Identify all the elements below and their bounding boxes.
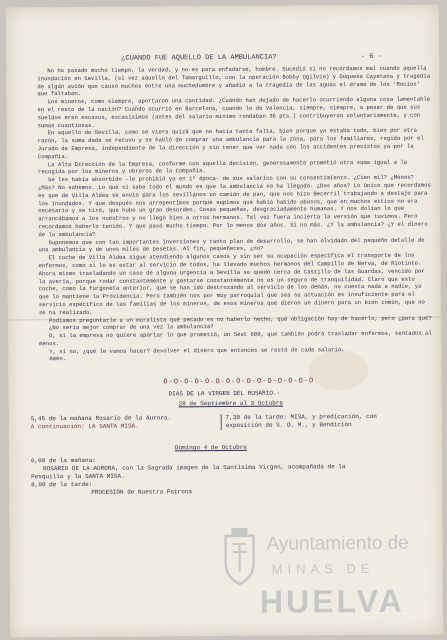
article-body xyxy=(37,65,434,364)
sunday-rosary: ROSARIO DE LA AURORA, con la Sagrada imagen de la Santísima Virgen, acompañada de la xyxy=(43,463,346,473)
sunday-morning-time: 6,00 de la mañana: xyxy=(30,456,96,465)
watermark-line1: Ayuntamiento de xyxy=(266,532,409,555)
paragraph: La Alta Dirección de la Empresa, conforme con aquella decisión, generosamente prometió otra suma igual a la recogida por los mineros y obreros de la Compañía. xyxy=(37,158,408,176)
section-separator: O-O-O-O-O-O-O-O-O-O-O-O-O-O-O xyxy=(163,377,315,387)
paragraph: Amén. xyxy=(49,355,67,363)
paragraph: No ha pasado mucho tiempo, la verdad, y no es para enfadarse, hombre. Sucedió si no recordamos mal cuando aquella inundación en Sevilla, (si vez aquello del Tamarguillo, con la operación Bobby Ogilvie) y Duquesa Cayetana y tragedia de algún avión que causó muchos entre una muchedumbre y añadió a la tragedia de las aguas el drama de los 'Rocíos' que faltaban. xyxy=(37,64,431,98)
paragraph: Suponemos que con tan importantes inversiones y tanto plan de desarrollo, se han olvidado del pequeño detalle de una ambulancia y de unos miles de pesetas. Al fin, pequeñeces, ¿no? xyxy=(38,236,425,254)
paragraph: O, si la empresa no quiere aportar lo que prometió, un Seat 600, que también podrá trasladar enfermos, sentados al menos. xyxy=(39,329,432,348)
archive-watermark xyxy=(219,504,443,636)
program-sunday: Domingo 4 de Octubre xyxy=(174,443,247,452)
document-page xyxy=(6,4,443,637)
article-title: ¿CUANDO FUE AQUELLO DE LA AMBULANCIA? xyxy=(121,53,277,63)
watermark-line3: HUELVA xyxy=(259,582,405,620)
paragraph: En aquello de Sevilla, como se viera quizá que no hacía tanta falta, bien porque ya estaba todo, bien por otra razón, la suma dada se retuvo y se habló de comprar una ambulancia para la zona, para los familiares, regida por el Jurado de Empresa, independiente de la dirección y sin tener que ver nada con los accidentes previstos ya por la Compañía. xyxy=(37,127,424,161)
crest-icon xyxy=(219,526,259,586)
program-title: DIAS DE LA VIRGEN DEL ROSARIO.- xyxy=(168,389,281,398)
paragraph: El coche de Villa Aldea sigue atendiendo algunos casos y sin ser su ocupación específica el transporte de los enfermos, como si lo es estar al servicio de todos, ha llevado muchos hermanos del Campillo de Nerva, de Riotinto. Ahora mismo trasladando un caso de alguna urgencia a Sevilla se quedó cerca de Castillo de las Guardas, vencido por la avería, porque rodar constantemente y gastarse constantemente no es un seguro de tranquilidad. Claro que esto coche, como la furgoneta anterior, que se han ido destrozando al servicio de los demás, no cuesta nada a nadie, ya que lo mantiene la Providencia. Pero también nos por muy parroquial que sea su actuación es insuficiente para el servicio específico de las familias de los mineros, de esos mineros que dieron un dinero para un bien común, que no se ha realizado. xyxy=(38,251,425,316)
paragraph: Se les había absorbido -le prohibió ya en 1º época- de sus salarios con su consentimiento. ¿Cien mil? ¿Menos? ¿Más? No sabemos. Lo que sí sabe todo el mundo es que la ambulancia no ha llegado. ¿Dos años? Lo único que recordamos es que de Villa Aldea se envió para los sevillanos un camión de pan, que nos hizo Becerril trabajando a destajo para los inundados. Y que después nos arrepentimos porque supimos que había habido abusos, que en muchos sitios no era necesario y se tiró, que hubo un gran desorden. Cosas pequeñas, desgraciadamente humanas. Y nos dolían lo que arrancábamos a los nuestros y no llegó bien a otros hermanos. Tal vez fuera incierta la versión que tuvimos. Pero recordamos haberlo tenido. Y que pasó mucho tiempo. Por lo menos dos años. Si no más. ¿Y la ambulancia? ¿Y el dinero de la ambulancia? xyxy=(38,173,431,239)
program-right-column xyxy=(221,412,444,430)
page-header xyxy=(121,53,382,63)
page-number: - 6 - xyxy=(360,52,382,62)
program-exposition: exposición de S. D. M., y Bendición xyxy=(225,421,352,429)
paragraph: Podíamos preguntarle a un moralista qué pecado es no haberlo hecho, qué obligación hay de hacerlo, pero ¿para qué? xyxy=(48,314,432,324)
paragraph: Y, si no, ¿qué le vamos hacer? devolver el dinero que entonces se restó de cada salario. xyxy=(49,345,345,355)
program-mass: A continuación: LA SANTA MISA. xyxy=(30,422,139,431)
sunday-mass: Pesquilla y la SANTA MISA. xyxy=(31,472,125,481)
paragraph: Los mineros, como siempre, aportaron una cantidad. ¿Cuándo han dejado de hacerlo ocurriendo alguna cosa lamentable en el resto de la nación? Cuando ocurrió en Barcelona, cuando lo de Valencia, siempre, siempre, a pesar de que sus sueldos eran escasos, escasísimos (antes del salario mínimo rondaban 36 pts.) contribuyeron voluntariamente, y con sumas cuantiosas. xyxy=(37,95,431,129)
paragraph: ¿No sería mejor comprar de una vez la ambulancia? xyxy=(49,323,214,332)
program-left-column xyxy=(31,414,201,431)
program-evening-mass: 7,30 de la tarde: MISA, y predicación, con xyxy=(225,412,377,421)
program-dates: 28 de Septiembre al 3 Octubre xyxy=(178,399,284,408)
watermark-line2: MINAS DE xyxy=(271,560,375,577)
sunday-evening-time: 8,00 de la tarde: xyxy=(31,480,93,489)
program-sunday-schedule xyxy=(31,455,436,498)
program-morning-rosary: 5,45 de la mañana Rosario de la Aurora. xyxy=(30,414,172,423)
sunday-procession: PROCESIÓN de Nuestra Patrona xyxy=(91,488,193,496)
